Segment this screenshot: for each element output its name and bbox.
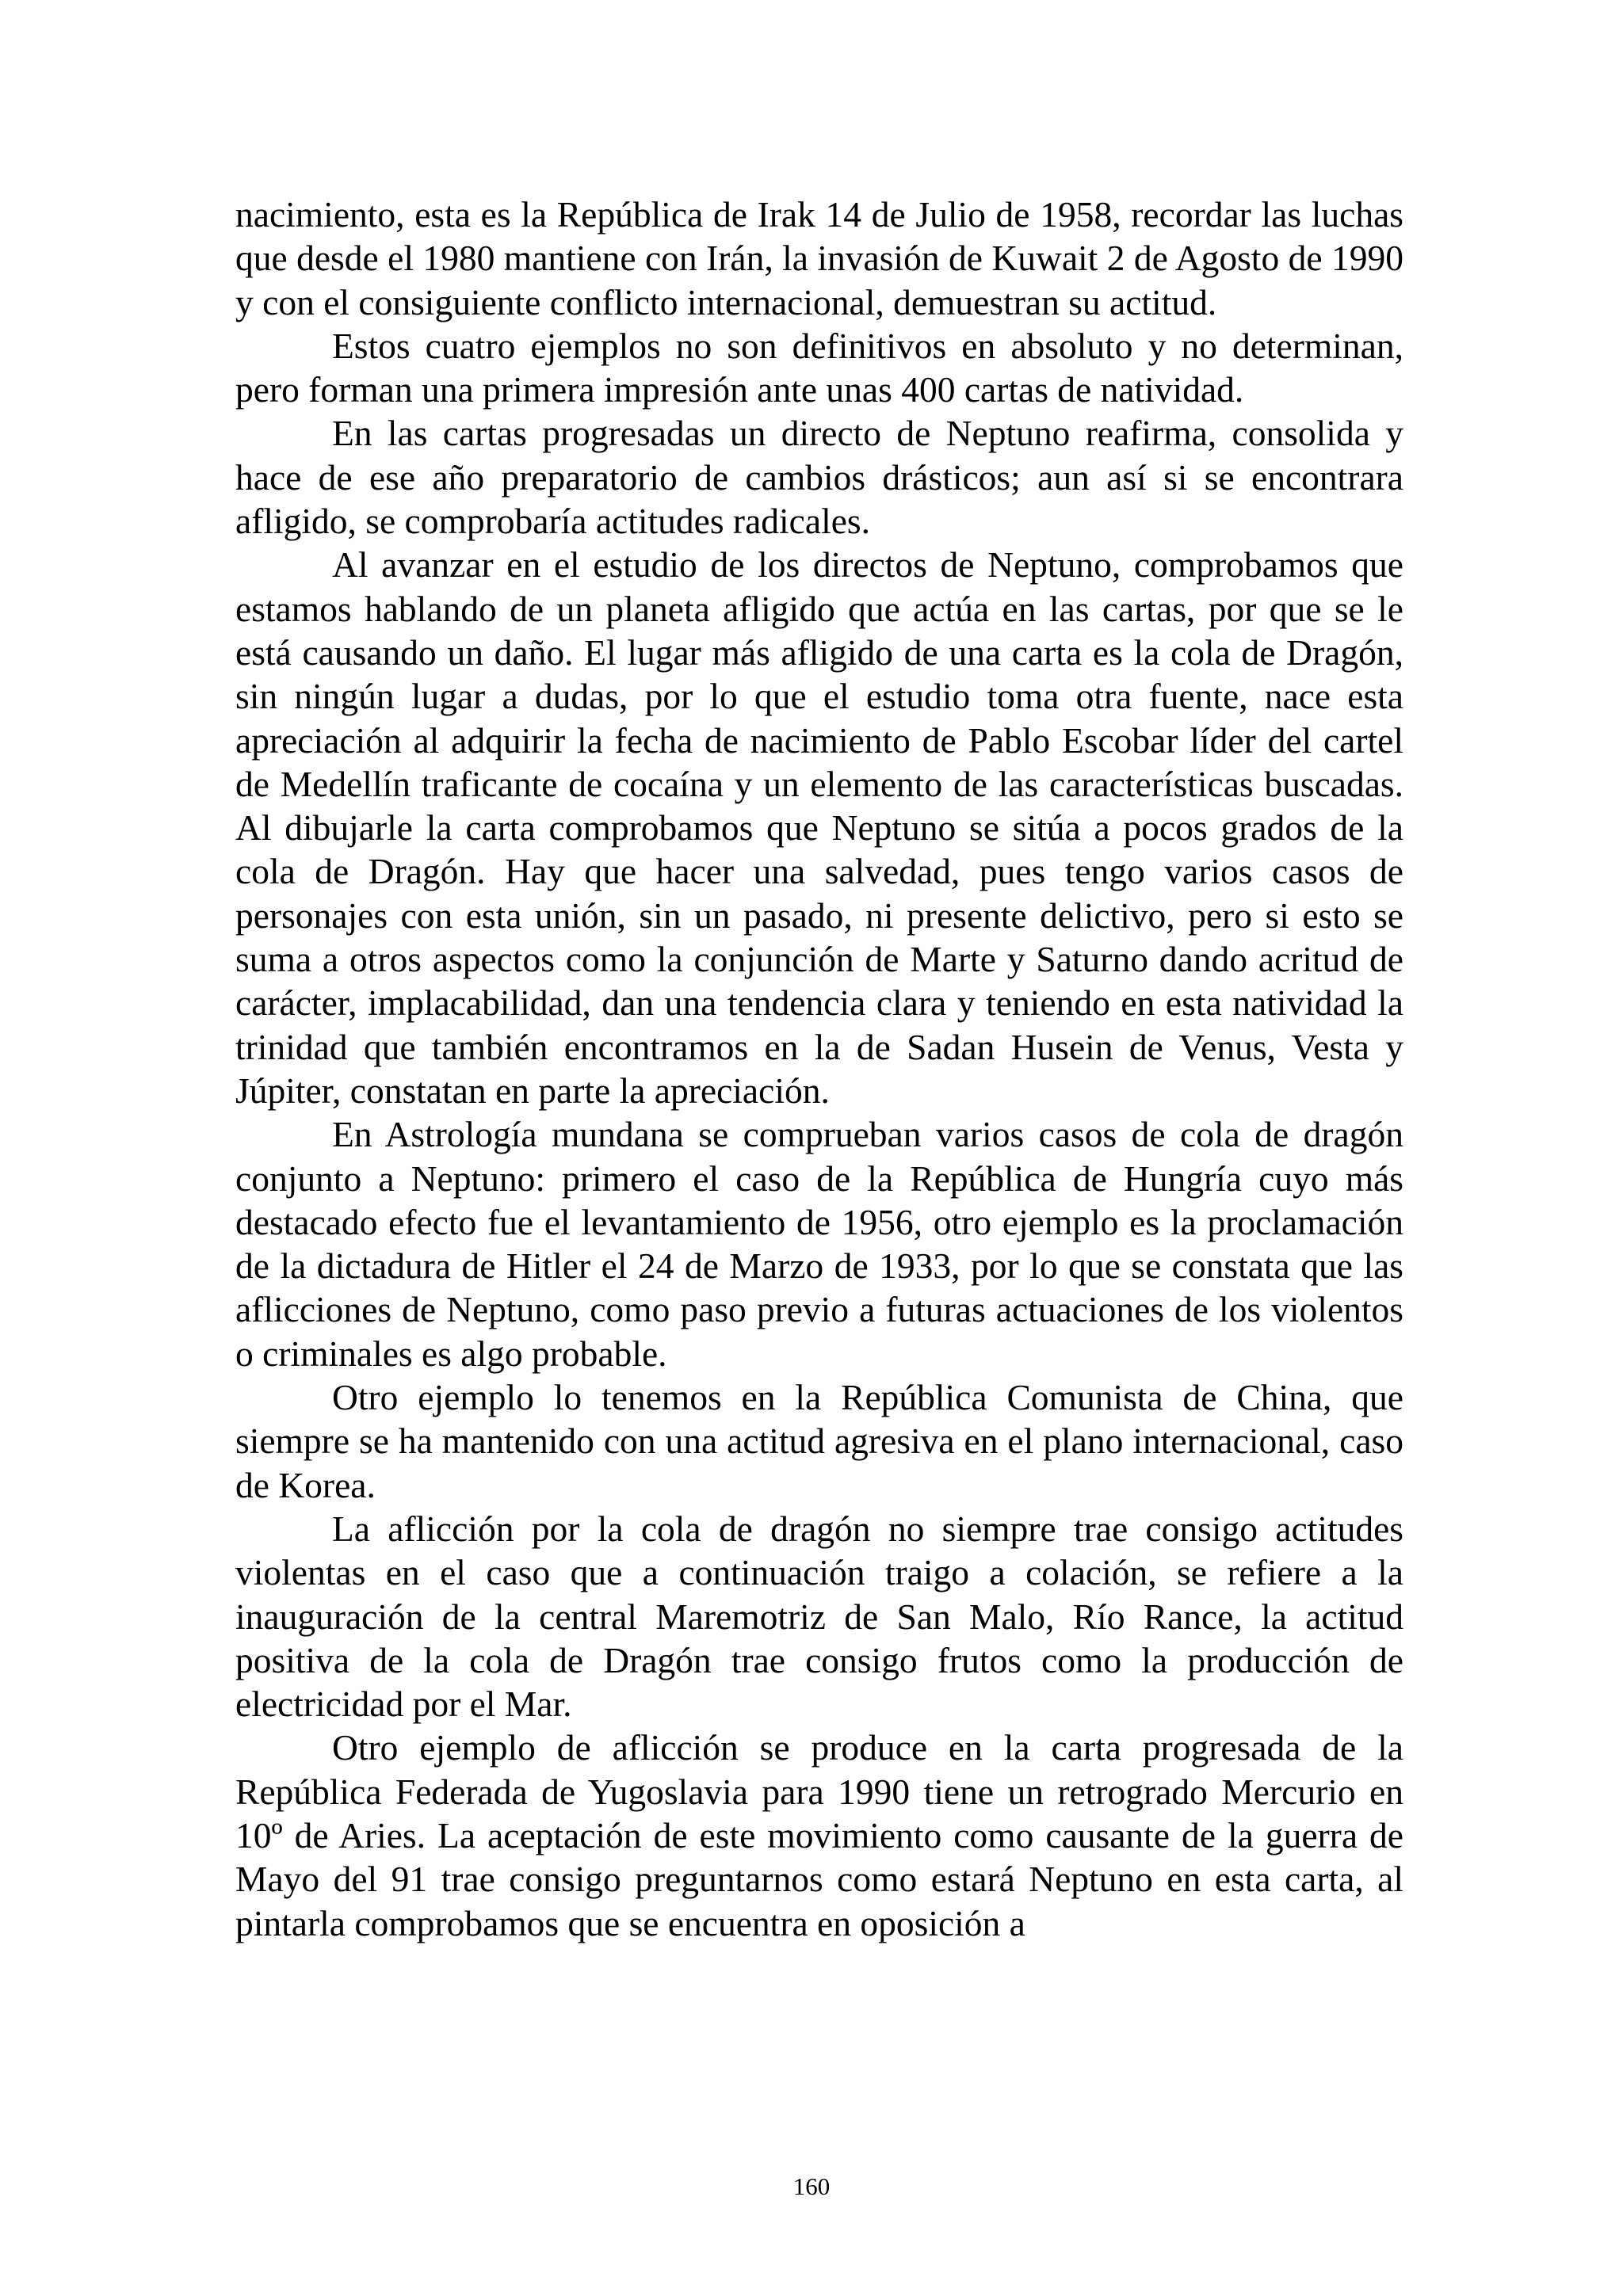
- paragraph: La aflicción por la cola de dragón no siempre trae consigo actitudes violentas en el caso que a continuación traigo a colación, se refiere a la inauguración de la central Maremotriz de San Malo, Río Rance, la actitud positiva de la cola de Dragón trae consigo frutos como la producción de electricidad por el Mar.: [235, 1508, 1403, 1725]
- page-number: 160: [792, 2172, 831, 2200]
- paragraph: nacimiento, esta es la República de Irak 14 de Julio de 1958, recordar las luchas que desde el 1980 mantiene con Irán, la invasión de Kuwait 2 de Agosto de 1990 y con el consiguiente conflicto internacional, demuestran su actitud.: [235, 194, 1403, 322]
- paragraph: Otro ejemplo lo tenemos en la República Comunista de China, que siempre se ha mantenido con una actitud agresiva en el plano internacional, caso de Korea.: [235, 1377, 1403, 1505]
- paragraph: Estos cuatro ejemplos no son definitivos en absoluto y no determinan, pero forman una primera impresión ante unas 400 cartas de natividad.: [235, 325, 1403, 410]
- paragraph: En las cartas progresadas un directo de Neptuno reafirma, consolida y hace de ese año preparatorio de cambios drásticos; aun así si se encontrara afligido, se comprobaría actitudes radicales.: [235, 413, 1403, 542]
- page-body: [235, 193, 1403, 1945]
- paragraph: Otro ejemplo de aflicción se produce en la carta progresada de la República Federada de Yugoslavia para 1990 tiene un retrogrado Mercurio en 10º de Aries. La aceptación de este movimiento como causante de la guerra de Mayo del 91 trae consigo preguntarnos como estará Neptuno en esta carta, al pintarla comprobamos que se encuentra en oposición a: [235, 1727, 1403, 1943]
- paragraph: En Astrología mundana se comprueban varios casos de cola de dragón conjunto a Neptuno: primero el caso de la República de Hungría cuyo más destacado efecto fue el levantamiento de 1956, otro ejemplo es la proclamación de la dictadura de Hitler el 24 de Marzo de 1933, por lo que se constata que las aflicciones de Neptuno, como paso previo a futuras actuaciones de los violentos o criminales es algo probable.: [235, 1114, 1403, 1374]
- paragraph: Al avanzar en el estudio de los directos de Neptuno, comprobamos que estamos hablando de un planeta afligido que actúa en las cartas, por que se le está causando un daño. El lugar más afligido de una carta es la cola de Dragón, sin ningún lugar a dudas, por lo que el estudio toma otra fuente, nace esta apreciación al adquirir la fecha de nacimiento de Pablo Escobar líder del cartel de Medellín traficante de cocaína y un elemento de las características buscadas. Al dibujarle la carta comprobamos que Neptuno se sitúa a pocos grados de la cola de Dragón. Hay que hacer una salvedad, pues tengo varios casos de personajes con esta unión, sin un pasado, ni presente delictivo, pero si esto se suma a otros aspectos como la conjunción de Marte y Saturno dando acritud de carácter, implacabilidad, dan una tendencia clara y teniendo en esta natividad la trinidad que también encontramos en la de Sadan Husein de Venus, Vesta y Júpiter, constatan en parte la apreciación.: [235, 544, 1403, 1111]
